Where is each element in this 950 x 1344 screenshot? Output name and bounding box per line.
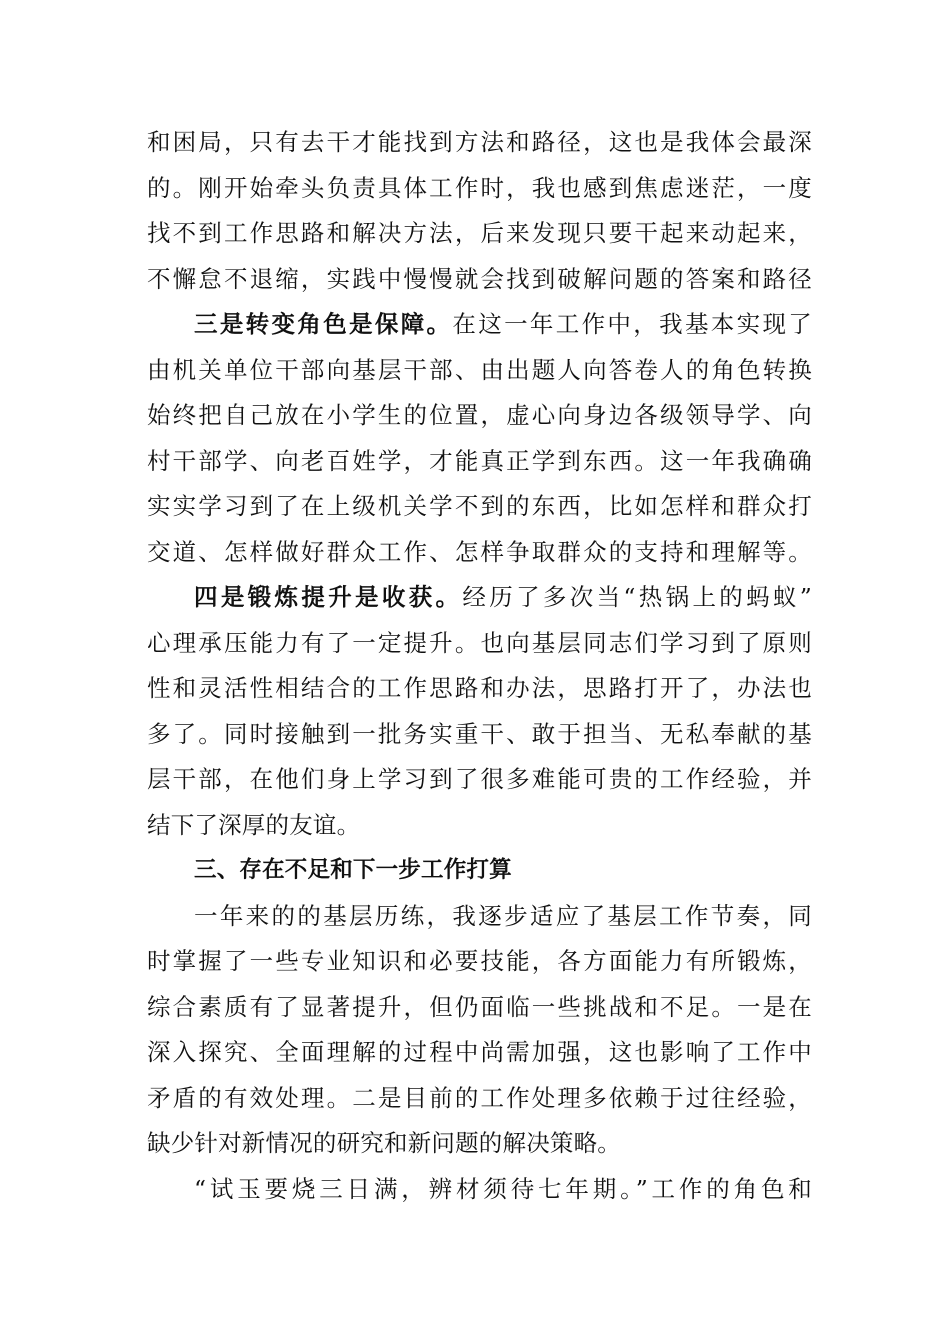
paragraph-improvement bbox=[147, 575, 812, 848]
text-span: 在这一年工作中，我基本实现了 bbox=[452, 310, 812, 338]
text-line: 由机关单位干部向基层干部、由出题人向答卷人的角色转换 bbox=[147, 355, 812, 384]
text-line: 找不到工作思路和解决方法，后来发现只要干起来动起来， bbox=[147, 219, 812, 247]
text-line: 深入探究、全面理解的过程中尚需加强，这也影响了工作中 bbox=[147, 1038, 812, 1066]
text-line: 的。刚开始牵头负责具体工作时，我也感到焦虑迷茫，一度 bbox=[147, 173, 812, 202]
text-line: 时掌握了一些专业知识和必要技能，各方面能力有所锻炼， bbox=[147, 947, 812, 975]
text-span: 经历了多次当“热锅上的蚂蚁” bbox=[462, 583, 812, 611]
text-line bbox=[147, 575, 812, 621]
paragraph-lead: 三是转变角色是保障。 bbox=[194, 310, 453, 338]
paragraph-role-change bbox=[147, 302, 812, 575]
paragraph-lead: 四是锻炼提升是收获。 bbox=[194, 583, 463, 611]
text-line: 始终把自己放在小学生的位置，虚心向身边各级领导学、向 bbox=[147, 401, 812, 429]
text-line: 多了。同时接触到一批务实重干、敢于担当、无私奉献的基 bbox=[147, 719, 812, 748]
document-body bbox=[147, 120, 812, 1212]
text-line: 和困局，只有去干才能找到方法和路径，这也是我体会最深 bbox=[147, 128, 812, 156]
text-line: 一年来的的基层历练，我逐步适应了基层工作节奏，同 bbox=[194, 901, 812, 930]
text-line: 矛盾的有效处理。二是目前的工作处理多依赖于过往经验， bbox=[147, 1083, 812, 1112]
section-heading: 三、存在不足和下一步工作打算 bbox=[194, 857, 512, 883]
text-line: 心理承压能力有了一定提升。也向基层同志们学习到了原则 bbox=[147, 628, 812, 657]
text-line: 实实学习到了在上级机关学不到的东西，比如怎样和群众打 bbox=[147, 492, 812, 520]
paragraph-continuation bbox=[147, 120, 812, 302]
text-line: 不懈怠不退缩，实践中慢慢就会找到破解问题的答案和路径 bbox=[147, 264, 812, 293]
paragraph-shortcomings bbox=[147, 894, 812, 1167]
text-line: 综合素质有了显著提升，但仍面临一些挑战和不足。一是在 bbox=[147, 992, 812, 1021]
paragraph-quote bbox=[147, 1167, 812, 1213]
text-line bbox=[147, 302, 812, 348]
text-line: 交道、怎样做好群众工作、怎样争取群众的支持和理解等。 bbox=[147, 537, 812, 566]
text-line: 缺少针对新情况的研究和新问题的解决策略。 bbox=[147, 1129, 621, 1157]
text-line: 层干部，在他们身上学习到了很多难能可贵的工作经验，并 bbox=[147, 765, 812, 793]
text-line: 村干部学、向老百姓学，才能真正学到东西。这一年我确确 bbox=[147, 446, 812, 475]
text-line: 性和灵活性相结合的工作思路和办法，思路打开了，办法也 bbox=[147, 674, 812, 702]
text-line: “试玉要烧三日满，辨材须待七年期。”工作的角色和 bbox=[194, 1174, 812, 1203]
text-line: 结下了深厚的友谊。 bbox=[147, 810, 361, 839]
